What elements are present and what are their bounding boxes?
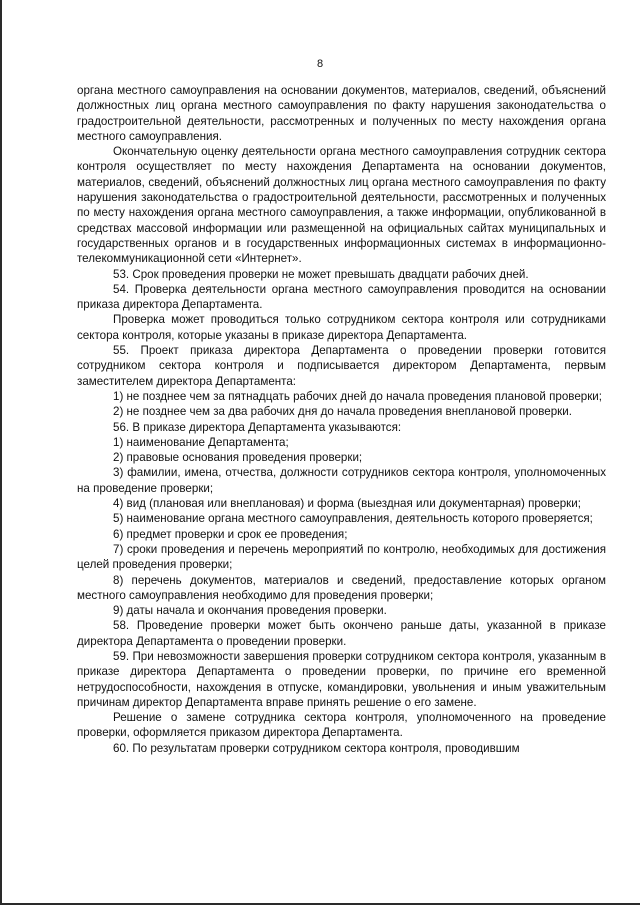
paragraph-58: 58. Проведение проверки может быть окончено раньше даты, указанной в приказе директора Департамента о проведении проверки. <box>77 619 606 648</box>
list-item-56-3: 3) фамилии, имена, отчества, должности сотрудников сектора контроля, уполномоченных на проведение проверки; <box>77 466 606 495</box>
paragraph-53: 53. Срок проведения проверки не может превышать двадцати рабочих дней. <box>113 267 529 281</box>
paragraph-56: 56. В приказе директора Департамента указываются: <box>113 420 402 434</box>
paragraph-final-assessment: Окончательную оценку деятельности органа местного самоуправления сотрудник сектора контроля осуществляет по месту нахождения Департамента на основании документов, материалов, сведений, объяснений должностных лиц органа местного самоуправления по факту нарушения законодательства о градостроительной деятельности, рассмотренных и полученных по месту нахождения органа местного самоуправления, а также информации, опубликованной в средствах массовой информации или размещенной на официальных сайтах муниципальных и государственных органов и в государственных информационных системах в информационно-телекоммуникационной сети «Интернет». <box>77 145 606 266</box>
paragraph-59: 59. При невозможности завершения проверки сотрудником сектора контроля, указанным в приказе директора Департамента о проведении проверки, по причине его временной нетрудоспособности, нахождения в отпуске, командировки, увольнения и иным уважительным причинам директор Департамента вправе принять решение о его замене. <box>77 649 606 709</box>
list-item-56-5: 5) наименование органа местного самоуправления, деятельность которого проверяется; <box>113 512 593 526</box>
list-item-56-9: 9) даты начала и окончания проведения проверки. <box>113 604 387 618</box>
paragraph-60: 60. По результатам проверки сотрудником сектора контроля, проводившим <box>113 741 520 755</box>
document-body <box>77 83 606 756</box>
paragraph-replacement-decision: Решение о замене сотрудника сектора контроля, уполномоченного на проведение проверки, оформляется приказом директора Департамента. <box>77 711 606 740</box>
page-number: 8 <box>316 58 324 70</box>
paragraph-55: 55. Проект приказа директора Департамента о проведении проверки готовится сотрудником сектора контроля и подписывается директором Департамента, первым заместителем директора Департамента: <box>77 344 606 388</box>
list-item-56-6: 6) предмет проверки и срок ее проведения; <box>113 527 348 541</box>
paragraph-continuation: органа местного самоуправления на основании документов, материалов, сведений, объяснений должностных лиц органа местного самоуправления по факту нарушения законодательства о градостроительной деятельности, рассмотренных и полученных по месту нахождения органа местного самоуправления. <box>77 84 606 143</box>
paragraph-inspection-staff: Проверка может проводиться только сотрудником сектора контроля или сотрудниками сектора контроля, которые указаны в приказе директора Департамента. <box>77 313 606 342</box>
scan-border-left <box>0 0 2 905</box>
paragraph-54: 54. Проверка деятельности органа местного самоуправления проводится на основании приказа директора Департамента. <box>77 282 606 312</box>
list-item-55-1: 1) не позднее чем за пятнадцать рабочих дней до начала проведения плановой проверки; <box>113 389 602 403</box>
list-item-56-7: 7) сроки проведения и перечень мероприятий по контролю, необходимых для достижения целей проведения проверки; <box>77 542 606 572</box>
list-item-55-2: 2) не позднее чем за два рабочих дня до начала проведения внеплановой проверки. <box>113 405 572 419</box>
list-item-56-2: 2) правовые основания проведения проверки; <box>113 451 363 465</box>
list-item-56-4: 4) вид (плановая или внеплановая) и форма (выездная или документарная) проверки; <box>113 497 581 511</box>
list-item-56-1: 1) наименование Департамента; <box>113 435 289 449</box>
list-item-56-8: 8) перечень документов, материалов и сведений, предоставление которых органом местного самоуправления необходимо для проведения проверки; <box>77 573 606 602</box>
